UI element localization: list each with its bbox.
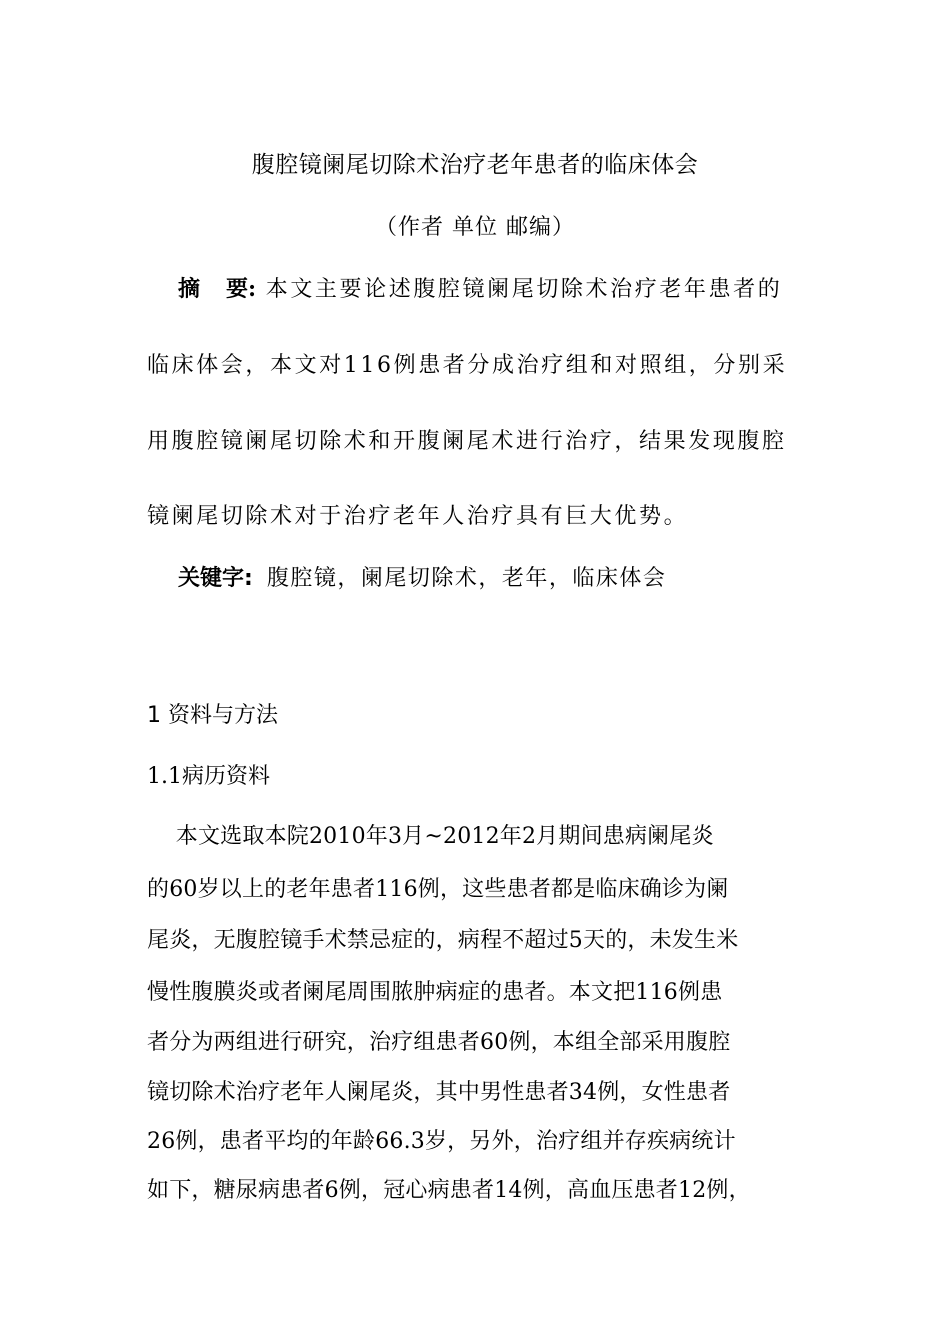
keywords-label: 关键字: xyxy=(178,566,253,591)
body-line-3: 尾炎，无腹腔镜手术禁忌症的，病程不超过5天的，未发生米 xyxy=(147,928,739,953)
body-line-1: 本文选取本院2010年3月~2012年2月期间患病阑尾炎 xyxy=(147,824,714,849)
subsection-heading: 1.1病历资料 xyxy=(147,764,270,789)
abstract-line-4: 镜阑尾切除术对于治疗老年人治疗具有巨大优势。 xyxy=(147,504,689,529)
section-heading: 1 资料与方法 xyxy=(147,703,278,728)
body-line-7: 26例，患者平均的年龄66.3岁，另外，治疗组并存疾病统计 xyxy=(147,1129,736,1154)
keywords xyxy=(178,561,666,592)
body-line-8: 如下，糖尿病患者6例，冠心病患者14例，高血压患者12例， xyxy=(147,1178,751,1203)
abstract-line-2: 临床体会，本文对116例患者分成治疗组和对照组，分别采 xyxy=(147,353,788,378)
abstract-label xyxy=(178,276,256,302)
abstract-text: 本文主要论述腹腔镜阑尾切除术治疗老年患者的 xyxy=(265,277,783,302)
abstract-line-1 xyxy=(178,272,858,303)
abstract-label-char2: 要: xyxy=(226,276,257,302)
body-line-2: 的60岁以上的老年患者116例，这些患者都是临床确诊为阑 xyxy=(147,877,729,902)
abstract-line-3: 用腹腔镜阑尾切除术和开腹阑尾术进行治疗，结果发现腹腔 xyxy=(147,429,787,454)
author-affiliation: （作者 单位 邮编） xyxy=(375,215,575,240)
body-line-4: 慢性腹膜炎或者阑尾周围脓肿病症的患者。本文把116例患 xyxy=(147,980,723,1005)
keywords-text: 腹腔镜，阑尾切除术，老年，临床体会 xyxy=(266,566,667,591)
abstract-label-char1: 摘 xyxy=(178,276,201,302)
body-line-5: 者分为两组进行研究，治疗组患者60例，本组全部采用腹腔 xyxy=(147,1030,731,1055)
paper-title: 腹腔镜阑尾切除术治疗老年患者的临床体会 xyxy=(251,152,699,178)
body-line-6: 镜切除术治疗老年人阑尾炎，其中男性患者34例，女性患者 xyxy=(147,1080,731,1105)
